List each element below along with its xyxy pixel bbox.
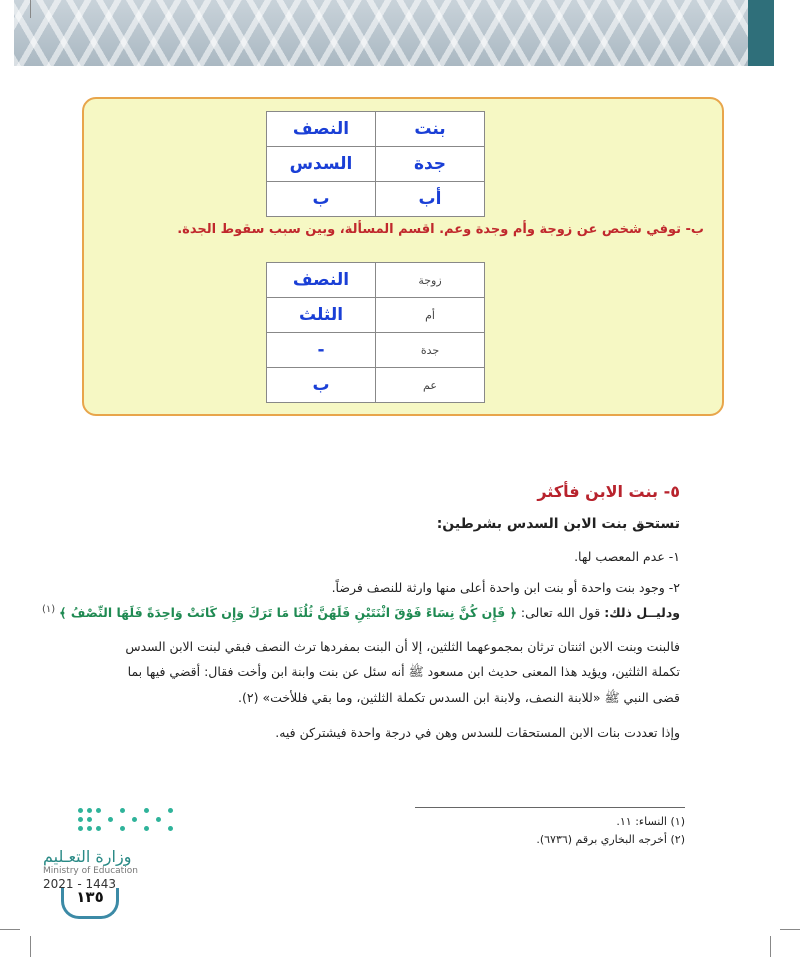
page-number: ١٣٥: [61, 888, 119, 919]
table-cell: زوجة: [376, 263, 485, 298]
table-row: [267, 147, 485, 182]
section-heading: ٥- بنت الابن فأكثر: [537, 482, 680, 501]
table-row: [267, 368, 485, 403]
quran-verse: ﴿ فَإِن كُنَّ نِسَاءً فَوْقَ اثْنَتَيْنِ فَلَهُنَّ ثُلُثَا مَا تَرَكَ وَإِن كَانَتْ وَاحِدَةً فَلَهَا النِّصْفُ ﴾: [59, 605, 517, 621]
crop-mark: [780, 929, 800, 930]
table-cell: بنت: [376, 112, 485, 147]
table-cell: ب: [267, 182, 376, 217]
table-cell: النصف: [267, 263, 376, 298]
exercise-question: ب- توفي شخص عن زوجة وأم وجدة وعم. اقسم المسألة، وبين سبب سقوط الجدة.: [177, 222, 704, 237]
crop-mark: [30, 936, 31, 957]
crop-mark: [0, 929, 20, 930]
ministry-name-arabic: وزارة التعـليم: [43, 847, 132, 866]
paragraph-line: تكملة الثلثين، ويؤيد هذا المعنى حديث ابن مسعود ﷺ أنه سئل عن بنت وابنة ابن وأخت فقال: أقضي فيها بما: [127, 664, 680, 679]
table-cell: -: [267, 333, 376, 368]
answer-table-1: [266, 111, 485, 217]
table-cell: ب: [267, 368, 376, 403]
footnote: (١) النساء: ١١.: [616, 815, 685, 828]
ministry-name-english: Ministry of Education: [43, 866, 138, 876]
proof-label: ودليــل ذلك:: [604, 605, 680, 621]
section-subheading: تستحق بنت الابن السدس بشرطين:: [436, 516, 680, 532]
paragraph-line: وإذا تعددت بنات الابن المستحقات للسدس وهن في درجة واحدة فيشتركن فيه.: [275, 725, 680, 740]
crop-mark: [30, 0, 31, 18]
table-cell: أب: [376, 182, 485, 217]
table-cell: جدة: [376, 333, 485, 368]
footnote: (٢) أخرجه البخاري برقم (٦٧٣٦).: [536, 833, 685, 846]
table-row: [267, 333, 485, 368]
crop-mark: [770, 936, 771, 957]
table-cell: جدة: [376, 147, 485, 182]
ministry-logo-icon: [78, 806, 178, 838]
table-cell: السدس: [267, 147, 376, 182]
condition-2: ٢- وجود بنت واحدة أو بنت ابن واحدة أعلى منها وارثة للنصف فرضاً.: [331, 580, 680, 595]
condition-1: ١- عدم المعصب لها.: [574, 549, 680, 564]
table-cell: أم: [376, 298, 485, 333]
answer-table-2: [266, 262, 485, 403]
table-row: [267, 182, 485, 217]
paragraph-line: فالبنت وبنت الابن اثنتان ترثان بمجموعهما الثلثين، إلا أن البنت بمفردها ترث النصف فبقي لبنت الابن السدس: [125, 639, 680, 654]
table-cell: النصف: [267, 112, 376, 147]
edition-year: 2021 - 1443: [43, 877, 117, 891]
table-row: [267, 112, 485, 147]
decorative-banner: [14, 0, 774, 66]
table-row: [267, 263, 485, 298]
table-cell: عم: [376, 368, 485, 403]
table-cell: الثلث: [267, 298, 376, 333]
table-row: [267, 298, 485, 333]
paragraph-line: قضى النبي ﷺ «للابنة النصف، ولابنة ابن السدس تكملة الثلثين، وما بقي فللأخت» (٢).: [238, 690, 680, 705]
banner-tab: [748, 0, 774, 66]
footnote-divider: [415, 807, 685, 808]
proof-line: [42, 604, 680, 620]
footnote-ref: (١): [41, 604, 56, 615]
proof-intro: قول الله تعالى:: [520, 605, 601, 621]
